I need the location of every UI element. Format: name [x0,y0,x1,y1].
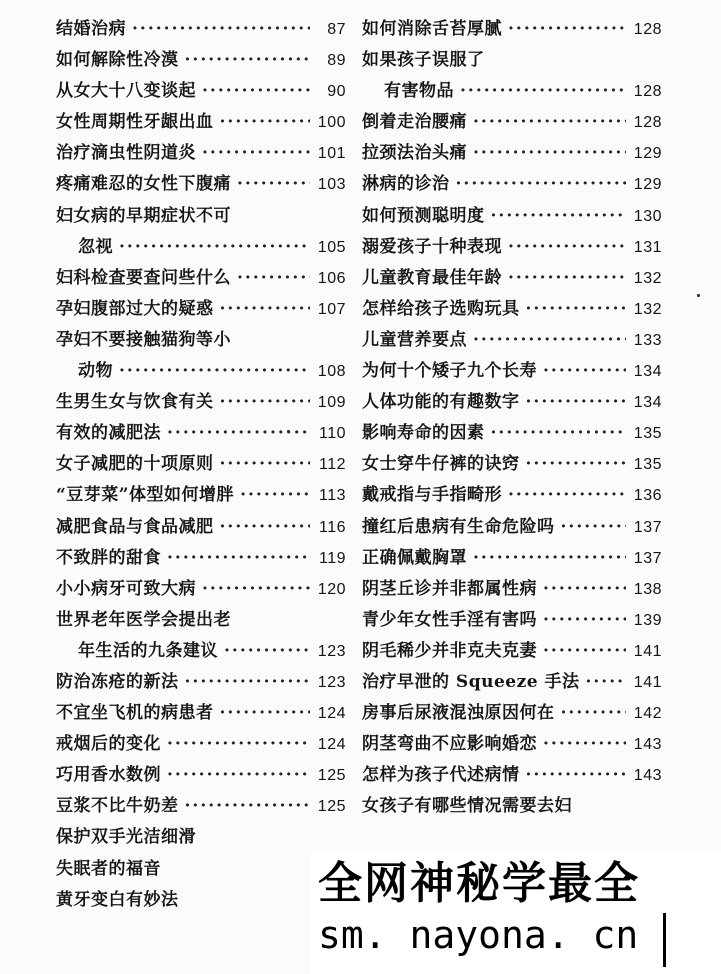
toc-entry-page: 138 [633,580,662,598]
toc-leader-dots [508,263,626,294]
toc-entry-page: 142 [633,705,662,723]
toc-left-column [56,14,346,916]
toc-entry-title: 不致胖的甜食 [56,547,161,568]
toc-entry-page: 105 [317,238,346,256]
toc-entry [56,169,346,200]
scan-speck [287,430,290,433]
toc-entry-page: 100 [317,114,346,132]
toc-entry-title: 有害物品 [384,81,454,102]
toc-leader-dots [167,729,310,760]
toc-entry-title: 阴毛稀少并非克夫克妻 [362,640,537,661]
toc-entry-title: 戴戒指与手指畸形 [362,485,502,506]
toc-entry-title: 影响寿命的因素 [362,423,485,444]
toc-entry-page: 135 [633,425,662,443]
toc-entry-title: 保护双手光洁细滑 [56,827,196,848]
toc-entry-page: 113 [318,487,346,505]
toc-entry-title: 妇女病的早期症状不可 [56,205,231,226]
toc-entry [362,543,662,574]
toc-entry-title: 忽视 [78,236,113,257]
toc-entry-title: 生男生女与饮食有关 [56,392,214,413]
toc-entry-page: 135 [633,456,662,474]
toc-entry [56,543,346,574]
toc-entry-title: 女子减肥的十项原则 [56,454,214,475]
toc-entry-title: 巧用香水数例 [56,765,161,786]
toc-entry [362,76,662,107]
toc-entry-page: 116 [318,518,346,536]
toc-entry-title: 如何预测聪明度 [362,205,485,226]
toc-entry-title: 正确佩戴胸罩 [362,547,467,568]
toc-entry [56,232,346,263]
toc-entry-title: 人体功能的有趣数字 [362,392,520,413]
toc-entry-page: 123 [317,642,346,660]
toc-leader-dots [543,574,626,605]
toc-entry-title: 年生活的九条建议 [78,640,218,661]
toc-entry [362,449,662,480]
toc-entry-page: 101 [317,145,346,163]
toc-leader-dots [119,232,310,263]
toc-entry [362,201,662,232]
toc-entry [56,729,346,760]
toc-entry-title: 豆浆不比牛奶差 [56,796,179,817]
toc-leader-dots [543,605,626,636]
toc-entry [362,169,662,200]
toc-entry-title: 淋病的诊治 [362,174,450,195]
toc-entry-title: 溺爱孩子十种表现 [362,236,502,257]
toc-entry-title: 结婚治病 [56,19,126,39]
toc-entry [56,76,346,107]
toc-leader-dots [460,76,626,107]
toc-entry-title: 治疗滴虫性阴道炎 [56,143,196,164]
toc-entry-page: 90 [327,83,346,101]
toc-leader-dots [202,76,310,107]
toc-entry [362,791,662,822]
toc-entry-page: 143 [633,736,662,754]
toc-leader-dots [220,512,311,543]
toc-entry [56,45,346,76]
toc-entry [362,760,662,791]
toc-entry-title: 阴茎丘诊并非都属性病 [362,578,537,599]
toc-entry-title: 女士穿牛仔裤的诀窍 [362,454,520,475]
toc-entry-title: 如何消除舌苔厚腻 [362,19,502,39]
toc-entry [56,418,346,449]
toc-leader-dots [526,449,627,480]
toc-entry-page: 141 [633,642,662,660]
toc-leader-dots [526,294,627,325]
toc-entry-title: 减肥食品与食品减肥 [56,516,214,537]
toc-entry-page: 112 [318,456,346,474]
toc-entry-page: 123 [317,673,346,691]
toc-entry-page: 106 [317,269,346,287]
toc-entry-title: 黄牙变白有妙法 [56,889,179,910]
toc-leader-dots [561,698,627,729]
toc-entry-page: 134 [633,363,662,381]
toc-entry-page: 128 [633,83,662,101]
toc-entry-title: 房事后尿液混浊原因何在 [362,703,555,724]
toc-leader-dots [237,263,310,294]
toc-entry [362,480,662,511]
toc-entry-title: 失眠者的福音 [56,858,161,879]
toc-entry-page: 119 [318,549,346,567]
toc-leader-dots [543,356,626,387]
toc-entry [56,822,346,853]
toc-entry-title: 如何解除性冷漠 [56,50,179,71]
toc-leader-dots [132,14,310,45]
toc-leader-dots [237,169,310,200]
toc-entry-title: 倒着走治腰痛 [362,112,467,133]
watermark-url: sm. nayona. cn [318,913,639,957]
toc-entry-page: 128 [633,114,662,132]
toc-entry-page: 108 [317,363,346,381]
toc-leader-dots [585,667,626,698]
toc-leader-dots [167,760,310,791]
toc-entry-page: 125 [317,798,346,816]
toc-entry-page: 124 [317,705,346,723]
toc-entry-page: 124 [317,736,346,754]
toc-entry-title: 小小病牙可致大病 [56,578,196,599]
toc-entry-page: 141 [633,673,662,691]
toc-leader-dots [508,480,626,511]
toc-entry [362,387,662,418]
toc-leader-dots [526,760,627,791]
toc-entry [56,636,346,667]
toc-leader-dots [491,418,627,449]
toc-entry-title: 妇科检查要查问些什么 [56,267,231,288]
toc-leader-dots [543,729,626,760]
toc-entry-title: 世界老年医学会提出老 [56,609,231,630]
toc-entry-title: 不宜坐飞机的病患者 [56,703,214,724]
toc-entry [362,512,662,543]
toc-entry [56,667,346,698]
toc-entry-page: 133 [633,331,662,349]
toc-entry-title: 儿童营养要点 [362,329,467,350]
toc-entry [362,14,662,45]
toc-entry [362,667,662,698]
toc-leader-dots [185,45,311,76]
toc-entry [56,605,346,636]
toc-entry-page: 128 [633,21,662,38]
toc-entry-page: 131 [633,238,662,256]
toc-entry-title: 疼痛难忍的女性下腹痛 [56,174,231,195]
toc-entry [56,760,346,791]
toc-leader-dots [202,574,310,605]
toc-entry-page: 109 [317,394,346,412]
toc-entry [56,263,346,294]
toc-entry-page: 125 [317,767,346,785]
toc-entry [56,356,346,387]
toc-leader-dots [473,543,626,574]
toc-entry [56,480,346,511]
toc-entry-title: 为何十个矮子九个长寿 [362,361,537,382]
toc-entry [362,232,662,263]
toc-leader-dots [473,138,626,169]
toc-entry-title: 戒烟后的变化 [56,734,161,755]
toc-entry [362,107,662,138]
toc-entry-page: 130 [633,207,662,225]
toc-entry-title: 青少年女性手淫有害吗 [362,609,537,630]
toc-entry-title: 怎样为孩子代述病情 [362,765,520,786]
toc-leader-dots [508,14,626,45]
toc-entry-page: 87 [327,21,346,38]
toc-leader-dots [224,636,310,667]
toc-entry [362,294,662,325]
toc-entry [56,512,346,543]
toc-entry-title: 从女大十八变谈起 [56,81,196,102]
toc-leader-dots [167,418,310,449]
toc-leader-dots [220,387,311,418]
toc-entry [362,418,662,449]
toc-leader-dots [240,480,310,511]
toc-leader-dots [456,169,627,200]
toc-leader-dots [473,107,626,138]
toc-leader-dots [185,791,311,822]
toc-entry-page: 132 [633,269,662,287]
toc-entry-title: 如果孩子误服了 [362,50,485,71]
toc-leader-dots [220,107,311,138]
toc-right-column [362,14,662,822]
toc-entry-page: 110 [318,425,346,443]
watermark-cursor-bar [663,913,666,967]
toc-leader-dots [202,138,310,169]
toc-leader-dots [220,294,311,325]
toc-entry [362,636,662,667]
toc-entry [56,854,346,885]
toc-entry [56,885,346,916]
toc-entry [56,698,346,729]
watermark-title: 全网神秘学最全 [318,858,640,909]
toc-entry [56,201,346,232]
toc-entry-title: 阴茎弯曲不应影响婚恋 [362,734,537,755]
toc-entry-page: 129 [633,176,662,194]
toc-entry [362,574,662,605]
toc-entry [56,107,346,138]
toc-entry-page: 89 [327,52,346,70]
toc-leader-dots [220,449,311,480]
toc-leader-dots [473,325,626,356]
toc-leader-dots [167,543,310,574]
toc-entry [56,387,346,418]
toc-leader-dots [185,667,311,698]
toc-entry-title: 女孩子有哪些情况需要去妇 [362,796,572,817]
toc-entry-title: 防治冻疮的新法 [56,671,179,692]
toc-leader-dots [119,356,310,387]
toc-entry-title: 治疗早泄的 Squeeze 手法 [362,671,580,692]
toc-entry [362,138,662,169]
toc-entry-page: 136 [633,487,662,505]
toc-entry [362,605,662,636]
toc-entry [362,356,662,387]
toc-entry-page: 143 [633,767,662,785]
toc-leader-dots [526,387,627,418]
scan-speck [697,294,700,297]
toc-entry-title: 女性周期性牙龈出血 [56,112,214,133]
toc-entry-page: 132 [633,300,662,318]
toc-entry-title: 动物 [78,361,113,382]
toc-entry-title: 拉颈法治头痛 [362,143,467,164]
toc-entry [56,791,346,822]
toc-entry-page: 134 [633,394,662,412]
toc-entry-page: 137 [633,549,662,567]
toc-leader-dots [491,201,627,232]
toc-leader-dots [220,698,311,729]
toc-entry [56,449,346,480]
toc-entry [56,294,346,325]
toc-entry-title: 怎样给孩子选购玩具 [362,298,520,319]
toc-entry [362,698,662,729]
toc-entry-title: 有效的减肥法 [56,423,161,444]
toc-entry-title: 孕妇腹部过大的疑惑 [56,298,214,319]
toc-entry-page: 129 [633,145,662,163]
toc-leader-dots [543,636,626,667]
toc-entry-title: 撞红后患病有生命危险吗 [362,516,555,537]
toc-entry-page: 139 [633,611,662,629]
toc-entry [362,729,662,760]
toc-entry-page: 120 [317,580,346,598]
toc-entry [362,45,662,76]
toc-entry-page: 107 [317,300,346,318]
toc-leader-dots [561,512,627,543]
toc-entry [56,325,346,356]
toc-entry-title: 儿童教育最佳年龄 [362,267,502,288]
toc-entry [56,574,346,605]
toc-entry [56,138,346,169]
toc-entry-page: 137 [633,518,662,536]
toc-entry-page: 103 [317,176,346,194]
toc-entry [56,14,346,45]
toc-entry [362,263,662,294]
toc-entry [362,325,662,356]
toc-leader-dots [508,232,626,263]
toc-entry-title: 孕妇不要接触猫狗等小 [56,329,231,350]
toc-entry-title: “豆芽菜”体型如何增胖 [56,485,235,506]
